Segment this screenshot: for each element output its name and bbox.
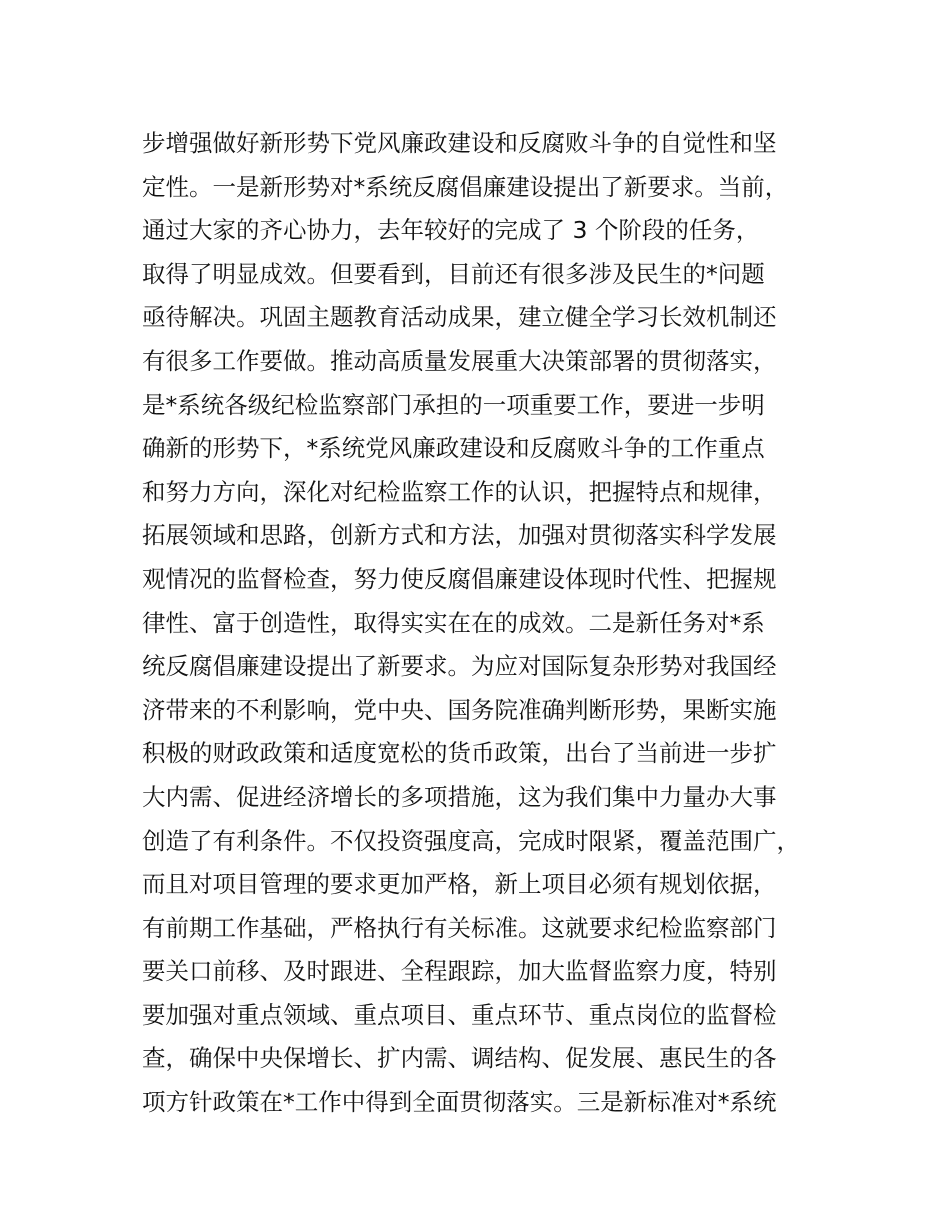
text-line: 步增强做好新形势下党风廉政建设和反腐败斗争的自觉性和坚 (142, 129, 777, 157)
text-line: 和努力方向，深化对纪检监察工作的认识，把握特点和规律， (142, 477, 777, 506)
text-line: 而且对项目管理的要求更加严格，新上项目必须有规划依据， (142, 870, 777, 899)
text-line: 济带来的不利影响，党中央、国务院准确判断形势，果断实施 (142, 695, 777, 724)
text-line: 律性、富于创造性，取得实实在在的成效。二是新任务对*系 (142, 608, 765, 637)
text-line: 取得了明显成效。但要看到，目前还有很多涉及民生的*问题 (142, 259, 765, 288)
text-line: 有很多工作要做。推动高质量发展重大决策部署的贯彻落实， (142, 346, 777, 375)
body-paragraph (142, 122, 842, 1125)
text-line: 确新的形势下，*系统党风廉政建设和反腐败斗争的工作重点 (142, 434, 765, 463)
text-line: 亟待解决。巩固主题教育活动成果，建立健全学习长效机制还 (142, 303, 777, 332)
text-line: 有前期工作基础，严格执行有关标准。这就要求纪检监察部门 (142, 913, 777, 942)
text-line: 大内需、促进经济增长的多项措施，这为我们集中力量办大事 (142, 782, 777, 811)
text-line: 创造了有利条件。不仅投资强度高，完成时限紧，覆盖范围广， (142, 826, 800, 855)
text-line: 要关口前移、及时跟进、全程跟踪，加大监督监察力度，特别 (142, 957, 777, 986)
text-line: 观情况的监督检查，努力使反腐倡廉建设体现时代性、把握规 (142, 564, 777, 593)
text-line: 查，确保中央保增长、扩内需、调结构、促发展、惠民生的各 (142, 1044, 777, 1073)
text-line: 积极的财政政策和适度宽松的货币政策，出台了当前进一步扩 (142, 739, 777, 768)
text-line: 定性。一是新形势对*系统反腐倡廉建设提出了新要求。当前， (142, 172, 789, 201)
text-line: 通过大家的齐心协力，去年较好的完成了 3 个阶段的任务， (142, 216, 760, 245)
text-line: 是*系统各级纪检监察部门承担的一项重要工作，要进一步明 (142, 390, 765, 419)
text-line: 拓展领域和思路，创新方式和方法，加强对贯彻落实科学发展 (142, 521, 777, 550)
text-line: 项方针政策在*工作中得到全面贯彻落实。三是新标准对*系统 (142, 1088, 777, 1117)
text-line: 要加强对重点领域、重点项目、重点环节、重点岗位的监督检 (142, 1000, 777, 1029)
text-line: 统反腐倡廉建设提出了新要求。为应对国际复杂形势对我国经 (142, 652, 777, 681)
